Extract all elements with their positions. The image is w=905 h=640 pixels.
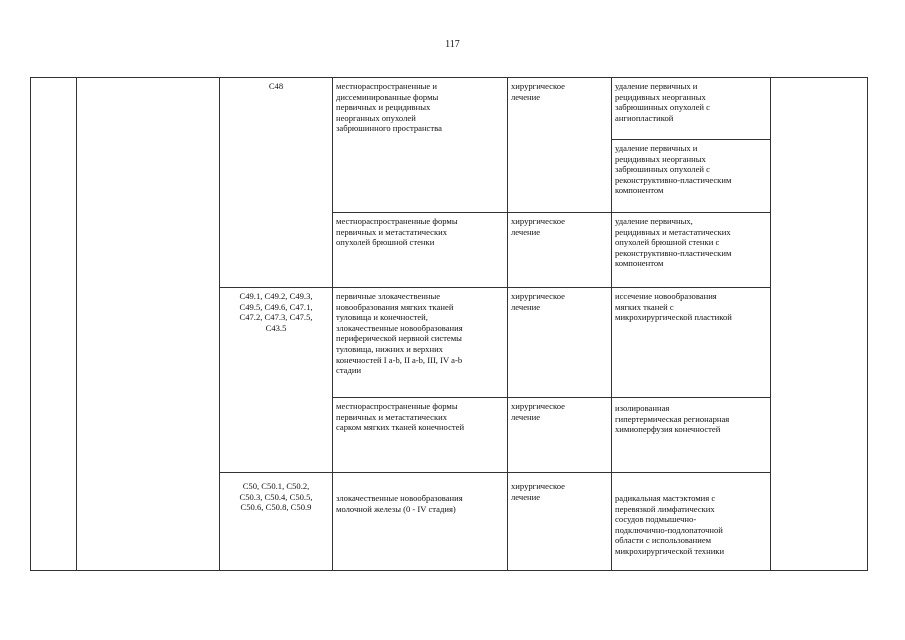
method-line: микрохирургической техники — [615, 545, 725, 556]
method-line: реконструктивно-пластическим — [615, 247, 732, 258]
diagnosis-line: стадии — [336, 365, 362, 376]
icd-code-cell — [220, 473, 333, 571]
diagnosis-cell — [333, 213, 508, 288]
treatment-line: лечение — [511, 491, 541, 502]
treatment-method-cell — [612, 473, 771, 571]
treatment-method-cell — [612, 78, 771, 140]
diagnosis-line: туловища и конечностей, — [336, 312, 428, 323]
method-line: иссечение новообразования — [615, 291, 717, 301]
treatment-type-cell — [508, 78, 612, 213]
treatment-line: хирургическое — [511, 481, 565, 491]
treatment-line: лечение — [511, 411, 541, 422]
diagnosis-line: первичных и метастатических — [336, 411, 448, 422]
method-line: перевязкой лимфатических — [615, 503, 715, 514]
diagnosis-line: местнораспространенные и — [336, 81, 437, 91]
diagnosis-line: опухолей брюшной стенки — [336, 237, 435, 248]
method-line: ангиопластикой — [615, 112, 674, 123]
method-line: микрохирургической пластикой — [615, 312, 732, 323]
diagnosis-line: молочной железы (0 - IV стадия) — [336, 503, 456, 514]
treatment-line: лечение — [511, 91, 541, 102]
icd-code-line: C43.5 — [265, 322, 287, 333]
page-number: 117 — [445, 39, 460, 50]
treatment-line: хирургическое — [511, 216, 565, 226]
treatment-line: хирургическое — [511, 81, 565, 91]
table-row — [31, 78, 868, 140]
method-line: удаление первичных, — [615, 216, 693, 226]
icd-code-line: C50.6, C50.8, C50.9 — [240, 502, 312, 513]
icd-code-line: C49.5, C49.6, C47.1, — [239, 301, 313, 312]
icd-code-cell — [220, 78, 333, 288]
treatment-method-cell — [612, 398, 771, 473]
diagnosis-line: местнораспространенные формы — [336, 216, 458, 226]
method-line: рецидивных неорганных — [615, 91, 706, 102]
method-line: сосудов подмышечно- — [615, 514, 697, 525]
diagnosis-line: туловища, нижних и верхних — [336, 343, 443, 354]
method-line: удаление первичных и — [615, 143, 698, 153]
norm-cell — [771, 78, 868, 571]
method-line: гипертермическая регионарная — [615, 413, 730, 424]
method-line: удаление первичных и — [615, 81, 698, 91]
icd-code-cell — [220, 288, 333, 473]
diagnosis-line: забрюшинного пространства — [336, 123, 442, 134]
diagnosis-line: новообразования мягких тканей — [336, 301, 454, 312]
icd-code-line: C48 — [268, 81, 284, 91]
treatment-method-cell — [612, 288, 771, 398]
diagnosis-cell — [333, 288, 508, 398]
diagnosis-line: сарком мягких тканей конечностей — [336, 422, 465, 433]
method-line: подключично-подлопаточной — [615, 524, 723, 535]
diagnosis-line: злокачественные новообразования — [336, 493, 463, 503]
treatment-method-cell — [612, 213, 771, 288]
icd-code-line: C50, C50.1, C50.2, — [242, 481, 310, 491]
group-name-cell — [77, 78, 220, 571]
diagnosis-line: местнораспространенные формы — [336, 401, 458, 411]
treatment-line: лечение — [511, 301, 541, 312]
medical-care-table — [30, 77, 868, 571]
treatment-type-cell — [508, 473, 612, 571]
treatment-line: хирургическое — [511, 291, 565, 301]
diagnosis-line: первичные злокачественные — [336, 291, 441, 301]
treatment-type-cell — [508, 213, 612, 288]
diagnosis-line: первичных и метастатических — [336, 226, 448, 237]
method-line: забрюшинных опухолей с — [615, 164, 710, 175]
method-line: компонентом — [615, 258, 664, 269]
method-line: области с использованием — [615, 535, 712, 546]
diagnosis-line: злокачественные новообразования — [336, 322, 463, 333]
diagnosis-line: неорганных опухолей — [336, 112, 416, 123]
method-line: рецидивных и метастатических — [615, 226, 731, 237]
diagnosis-line: конечностей I a-b, II a-b, III, IV a-b — [336, 354, 463, 365]
treatment-method-cell — [612, 140, 771, 213]
method-line: забрюшинных опухолей с — [615, 102, 710, 113]
diagnosis-cell — [333, 473, 508, 571]
method-line: мягких тканей с — [615, 301, 674, 312]
treatment-line: хирургическое — [511, 401, 565, 411]
diagnosis-line: диссеминированные формы — [336, 91, 439, 102]
method-line: опухолей брюшной стенки с — [615, 237, 720, 248]
diagnosis-line: периферической нервной системы — [336, 333, 462, 344]
method-line: рецидивных неорганных — [615, 153, 706, 164]
treatment-type-cell — [508, 288, 612, 398]
treatment-type-cell — [508, 398, 612, 473]
diagnosis-line: первичных и рецидивных — [336, 102, 431, 113]
method-line: радикальная мастэктомия с — [615, 493, 716, 503]
number-cell — [31, 78, 77, 571]
icd-code-line: C47.2, C47.3, C47.5, — [239, 312, 313, 323]
method-line: компонентом — [615, 185, 664, 196]
icd-code-line: C50.3, C50.4, C50.5, — [239, 491, 313, 502]
treatment-line: лечение — [511, 226, 541, 237]
icd-code-line: C49.1, C49.2, C49.3, — [239, 291, 313, 301]
method-line: реконструктивно-пластическим — [615, 174, 732, 185]
diagnosis-cell — [333, 398, 508, 473]
diagnosis-cell — [333, 78, 508, 213]
method-line: изолированная — [615, 403, 670, 413]
method-line: химиоперфузия конечностей — [615, 424, 721, 435]
